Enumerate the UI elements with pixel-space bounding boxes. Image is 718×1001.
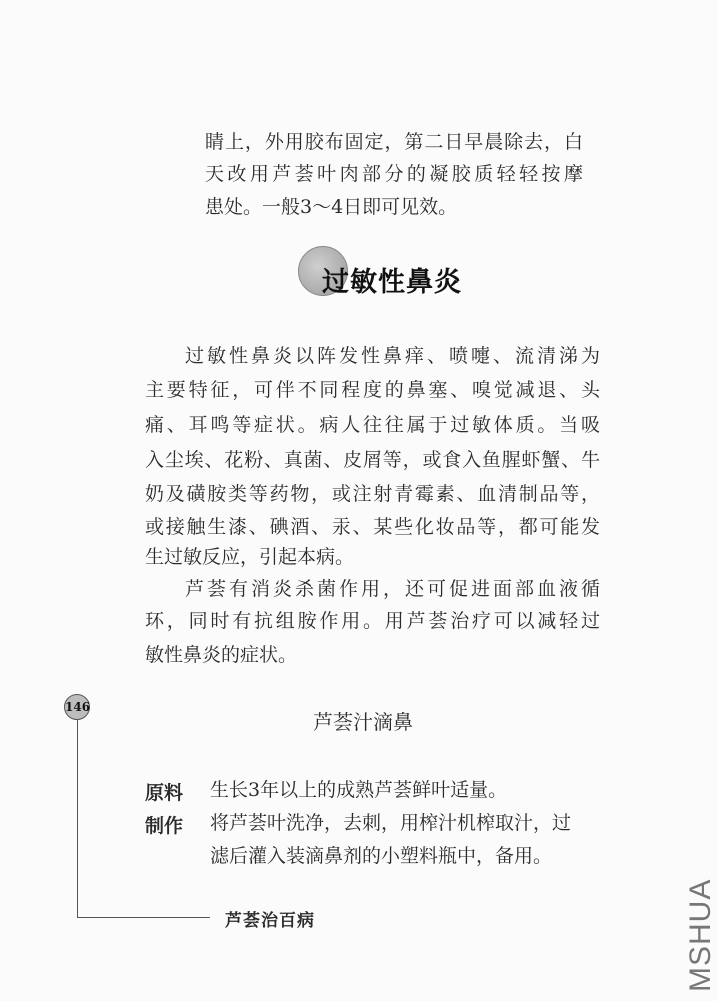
method-line: 滤后灌入装滴鼻剂的小塑料瓶中，备用。	[210, 845, 553, 867]
text-line: 痛、耳鸣等症状。病人往往属于过敏体质。当吸	[145, 414, 600, 436]
running-footer: 芦荟治百病	[225, 911, 315, 931]
text-line: 或接触生漆、碘酒、汞、某些化妆品等，都可能发	[145, 516, 600, 538]
margin-rule-vertical	[77, 719, 78, 917]
section-title: 过敏性鼻炎	[322, 267, 462, 298]
ingredients-label: 原料	[145, 782, 184, 804]
page-number: 146	[64, 694, 90, 720]
recipe-title: 芦荟汁滴鼻	[313, 710, 413, 734]
text-line: 敏性鼻炎的症状。	[145, 644, 298, 666]
method-line: 将芦荟叶洗净，去刺，用榨汁机榨取汁，过	[210, 812, 572, 834]
watermark: MSHUA	[684, 878, 717, 992]
text-line: 入尘埃、花粉、真菌、皮屑等，或食入鱼腥虾蟹、牛	[145, 449, 600, 471]
text-line: 患处。一般3～4日即可见效。	[205, 196, 458, 218]
text-line: 睛上，外用胶布固定，第二日早晨除去，白	[205, 131, 583, 153]
text-line: 奶及磺胺类等药物，或注射青霉素、血清制品等，	[145, 483, 600, 505]
ingredients-text: 生长3年以上的成熟芦荟鲜叶适量。	[210, 779, 508, 801]
text-line: 过敏性鼻炎以阵发性鼻痒、喷嚏、流清涕为	[185, 345, 600, 367]
text-line: 芦荟有消炎杀菌作用，还可促进面部血液循	[185, 578, 600, 600]
margin-rule-horizontal	[77, 917, 210, 918]
method-label: 制作	[145, 815, 184, 837]
text-line: 生过敏反应，引起本病。	[145, 546, 355, 568]
text-line: 主要特征，可伴不同程度的鼻塞、嗅觉减退、头	[145, 379, 600, 401]
section-heading	[298, 246, 498, 296]
text-line: 环，同时有抗组胺作用。用芦荟治疗可以减轻过	[145, 610, 600, 632]
text-line: 天改用芦荟叶肉部分的凝胶质轻轻按摩	[205, 163, 583, 185]
